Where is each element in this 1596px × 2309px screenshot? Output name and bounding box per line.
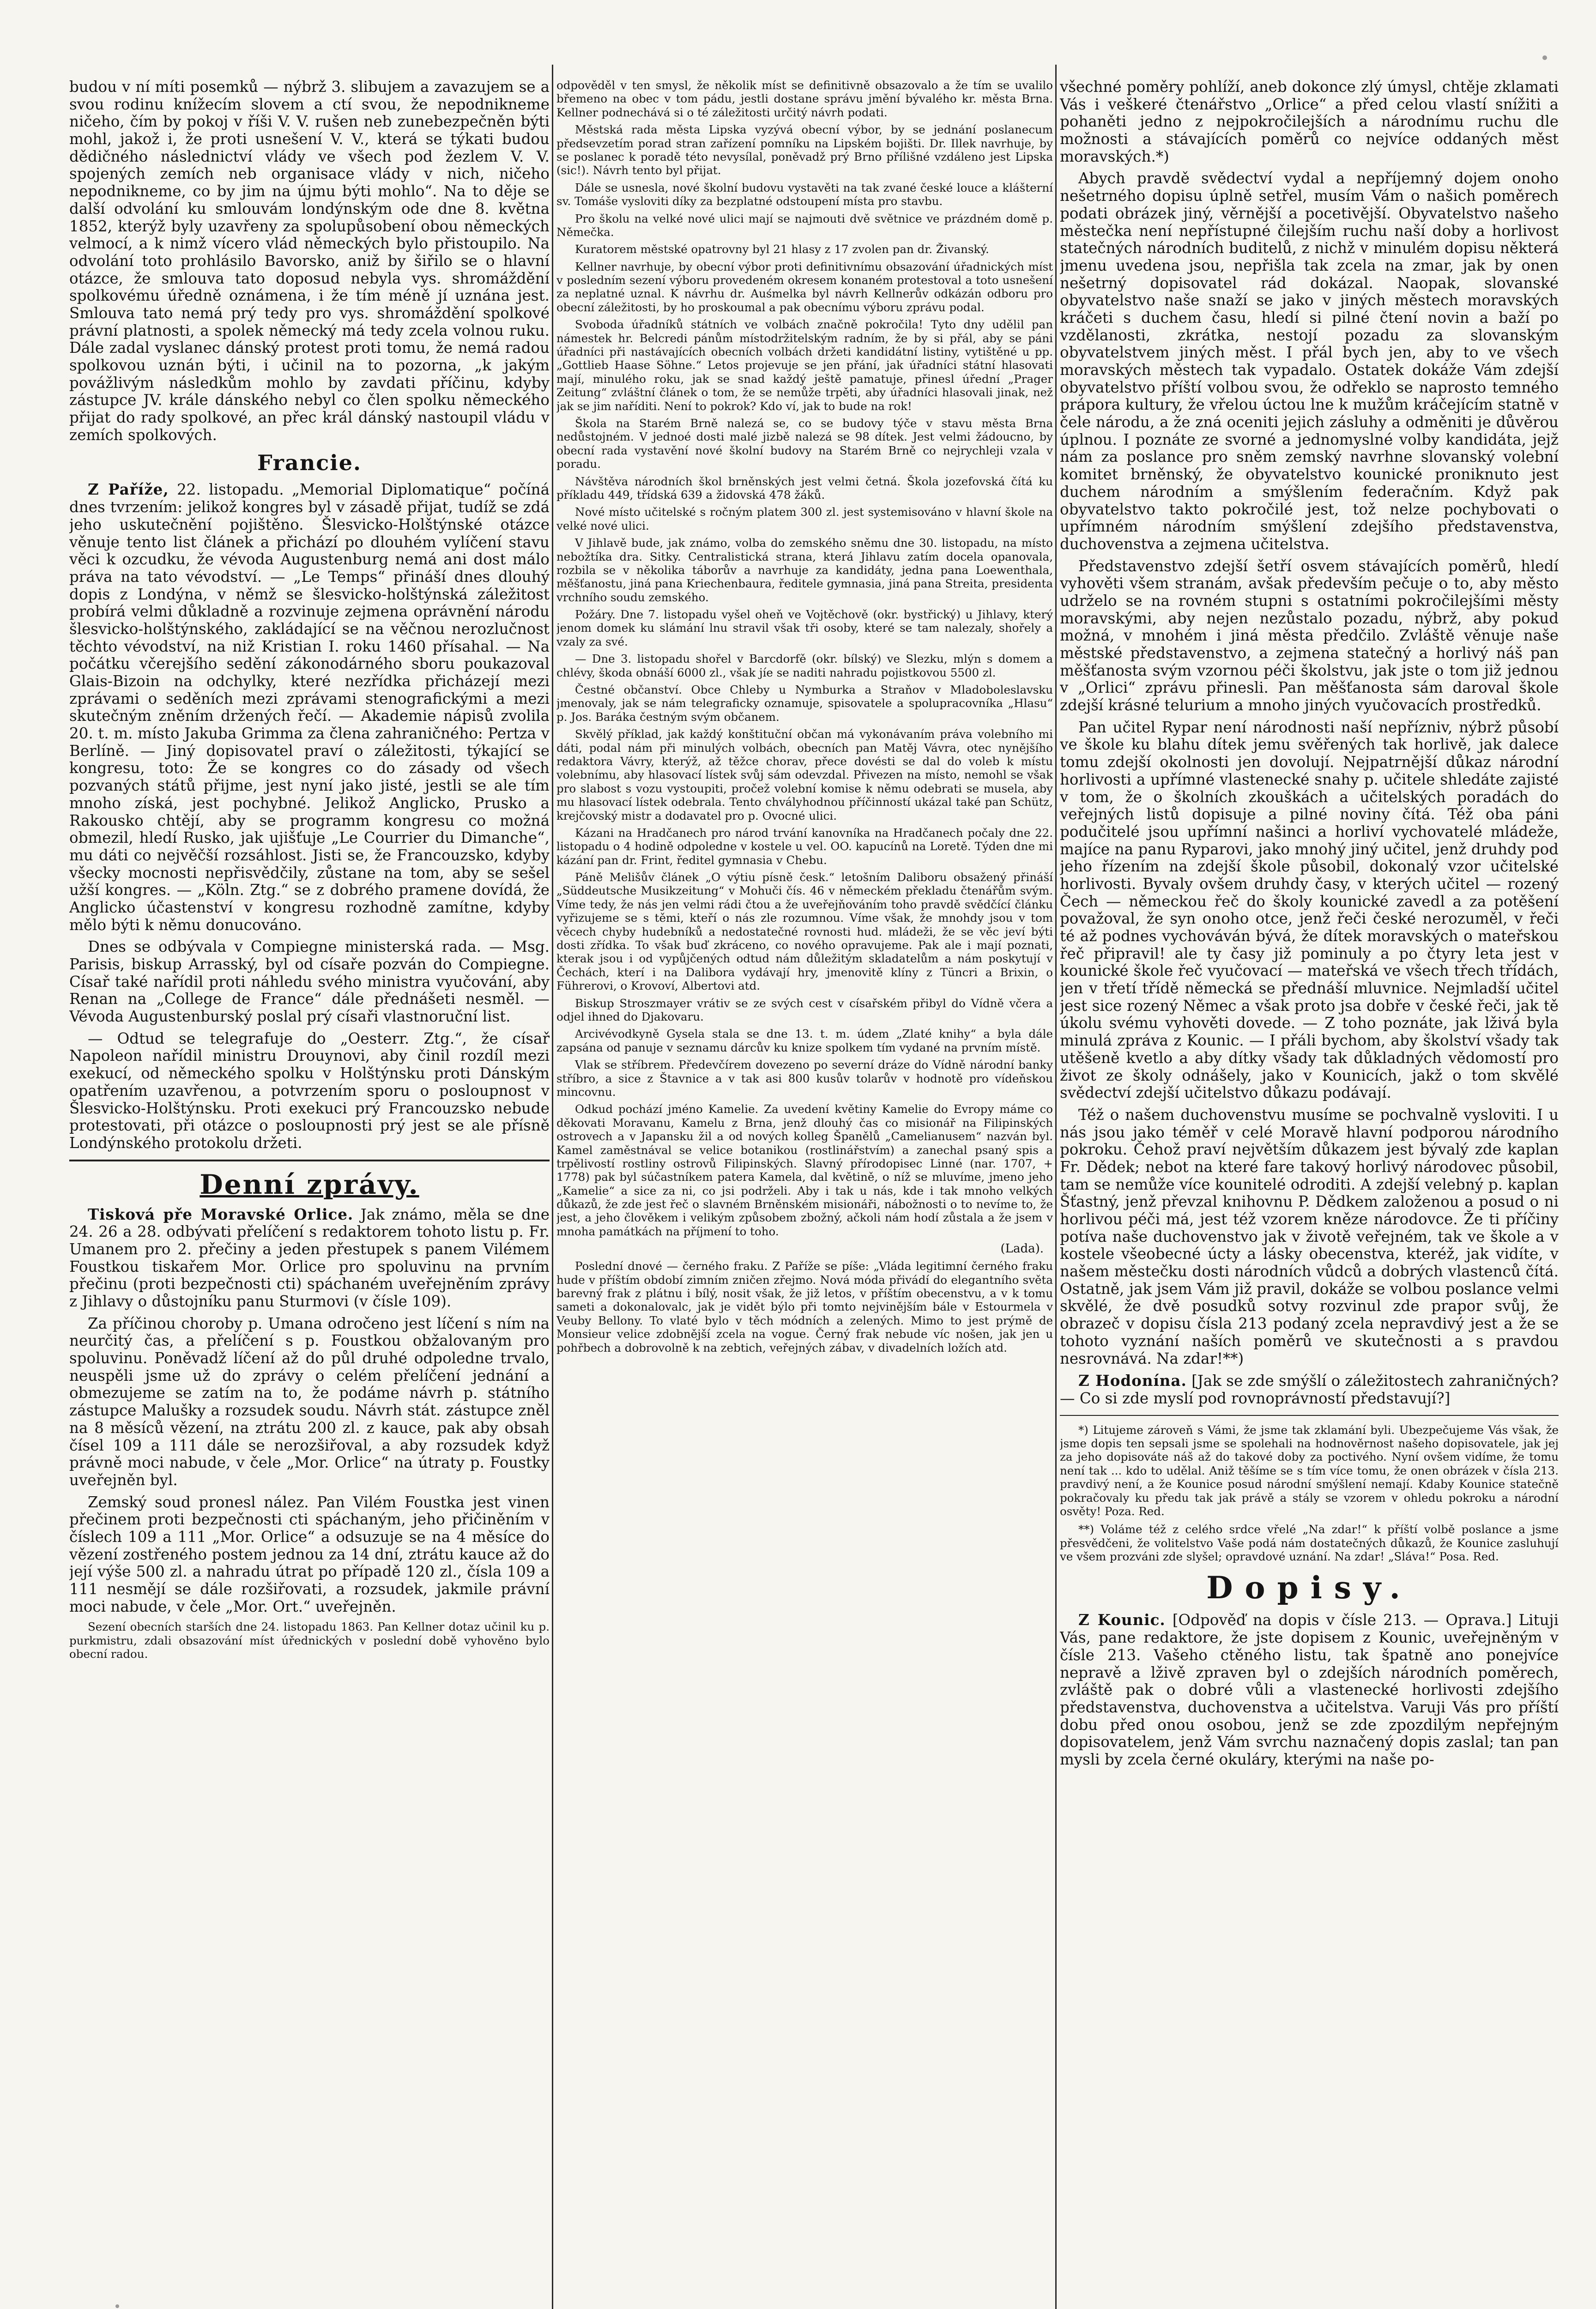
section-heading-daily-news: Denní zprávy. [200, 1168, 419, 1200]
paragraph-text: Jak známo, měla se dne 24. 26 a 28. odbývati přelíčení s redaktorem tohoto listu p. Fr. Umanem pro 2. přečiny a jeden přestupek s panem Vilémem Foustkou tiskařem Mor. Orlice pro spoluvinu na prvním přečinu (proti bezpečnosti cti) spáchaném uveřejněním zprávy z Jihlavy o důstojníku panu Sturmovi (v čísle 109). [69, 1205, 550, 1310]
article-paragraph: odpověděl v ten smysl, že několik míst se definitivně obsazovalo a že tím se uvalilo břemeno na obec v tom pádu, jestli dostane správu jmění bývalého kr. města Brna. Kellner podnechává si o té záležitosti určitý návrh podati. [556, 79, 1053, 119]
paragraph-lead: Tisková pře Moravské Orlice. [88, 1205, 354, 1223]
footnote: *) Litujeme zároveň s Vámi, že jsme tak zklamání byli. Ubezpečujeme Vás však, že jsme dopis ten sepsali jsme se spolehali na hodnověrnost našeho dopisovatele, jak jej za jeho dopisováte náš až do takové doby za poctivého. Nyní ovšem vidíme, že tomu není tak ... kdo to udělal. Aniž těšíme se s tím více tomu, že onen obrázek v čísla 213. pravdivý není, a že Kounice posud národní smýšlení nemají. Kdaby Kounice statečně pokračovaly ku předu tak jak právě a stály se vzorem v ohledu pokroku a národní osvěty! Poza. Red. [1060, 1423, 1559, 1518]
article-paragraph: Nové místo učitelské s ročným platem 300 zl. jest systemisováno v hlavní škole na velké nové ulici. [556, 505, 1053, 532]
section-rule [69, 1160, 550, 1161]
article-paragraph: Požáry. Dne 7. listopadu vyšel oheň ve Vojtěchově (okr. bystřický) u Jihlavy, který jenom domek ku slámání lnu stravil však tři osoby, které se tam nalezaly, shořely a vzaly za své. [556, 608, 1053, 648]
article-paragraph: Abych pravdě svědectví vydal a nepříjemný dojem onoho nešetrného dopisu úplně setřel, musím Vám o našich poměrech podati obrázek jiný, věrnější a pocetivější. Obyvatelstvo našeho městečka není nepřístupné čilejším ruchu naší doby a horlivost statečných národních buditelů, z nichž v minulém dopisu některá jmenu uvedena jsou, nepřišla tak zcela na zmar, jak by onen nešetrný dopisovatel rád dokázal. Naopak, slovanské obyvatelstvo naše snaží se jako v jiných městech moravských kráčeti s duchem času, hledí si pilné čtení novin a baží po vzdělanosti, zkrátka, nestojí pozadu za slovanským obyvatelstvem jiných měst. I přál bych jen, aby to ve všech moravských městech tak vypadalo. Ostatek dokáže Vám zdejší obyvatelstvo příští volbou svou, že odřeklo se naprosto temného prápora kultury, že vřelou úctou lne k mužům kráčejícím statně v čele národu, a že zná oceniti jejich zásluhy a odměniti je důvěrou úplnou. I poznáte ze svorné a jednomyslné volby kandidáta, jejž nám za poslance pro sněm zemský navrhne slovanský volební komitet brněnský, že obyvatelstvo kounické proniknuto jest duchem národním a smýšlením federačním. Když pak obyvatelstvo takto pokročilé jest, tož nelze pochybovati o upřímném národním smýšlení zdejšího představenstva, duchovenstva a zejmena učitelstva. [1060, 169, 1559, 553]
article-paragraph: Pan učitel Rypar není národnosti naší nepřízniv, nýbrž působí ve škole ku blahu dítek jemu svěřených tak horlivě, jak dalece tomu zdejší okolnosti jen dovolují. Nejpatrnější důkaz národní horlivosti a upřímné vlastenecké snahy p. učitele shledáte zajisté v tom, že o školních zkouškách a učitelských poradách do veřejných listů dopisuje a pilné noviny čítá. Též oba páni podučitelé jsou upřímní našinci a horliví vychovatelé mládeže, majíce na panu Ryparovi, jako mnohý jiný učitel, jenž druhdy pod jeho řízením na zdejší škole působil, dokonalý vzor učitelské horlivosti. Byvaly ovšem druhdy časy, v kterých učitel — rozený Čech — německou řeč do školy kounické zavedl a za potěšení považoval, že syn onoho otce, jenž řeči české nerozuměl, v řeči té až podnes vychováván bývá, že dítek moravských o mateřskou řeč připravil! ale ty časy již pominuly a po čtyry leta jest v kounické škole řeč vyučovací — mateřská ve všech třech třídách, jen v třetí třídě německá se přednáší mluvnice. Nejmladší učitel jest sice rozený Němec a však proto jsa dobře v české řeči, jak tě úkolu svému vyhověti dovede. — Z toho poznáte, jak lživá byla minulá zpráva z Kounic. — I přáli bychom, aby školství všady tak utěšeně kvetlo a aby dítky všady tak důkladných vědomostí pro život ze školy odnášely, jako v Kounicích, jakž o tom skvělé svědectví zdejší učitelstvo důkazu podávají. [1060, 718, 1559, 1102]
article-paragraph: Za příčinou choroby p. Umana odročeno jest líčení s ním na neurčitý čas, a přelíčení s p. Foustkou obžalovaným pro spoluvinu. Poněvadž líčení až do půl druhé odpoledne trvalo, neuspěli jsme už do zprávy o celém přelíčení jednání a obmezujeme se zatím na to, že podáme návrh p. státního zástupce Malušky a rozsudek soudu. Návrh stát. zástupce zněl na 8 měsíců vězení, na ztrátu 200 zl. z kauce, pak aby obsah čísel 109 a 111 dále se nerozšiřoval, a aby rozsudek když právně moci nabude, v čele „Mor. Orlice“ na útraty p. Foustky uveřejněn byl. [69, 1314, 550, 1489]
column-divider [552, 65, 553, 2309]
author-signature: (Lada). [1000, 1242, 1044, 1256]
section-heading-france: Francie. [257, 450, 362, 476]
article-paragraph: Zemský soud pronesl nález. Pan Vilém Foustka jest vinen přečinem proti bezpečnosti cti spáchaným, jeho přičiněním v číslech 109 a 111 „Mor. Orlice“ a odsuzuje se na 4 měsíce do vězení zostřeného postem jednou za 14 dní, ztrátu kauce až do její výše 500 zl. a nahradu útrat po případě 120 zl., čísla 109 a 111 nesmějí se dále rozšiřovati, a rozsudek, jakmile právní moci nabude, v čele „Mor. Ort.“ uveřejněn. [69, 1493, 550, 1615]
footnote-rule [1060, 1415, 1559, 1416]
paragraph-text: 22. listopadu. „Memorial Diplomatique“ počíná dnes tvrzením: jelikož kongres byl v zásadě přijat, tudíž se zdá jeho uskutečnění pojištěno. Šlesvicko-Holštýnské otázce věnuje tento list článek a přichází po dlouhém vylíčení stavu věci k ozcudku, že vévoda Augustenburg nemá ani dost málo práva na tato vévodství. — „Le Temps“ přináší dnes dlouhý dopis z Londýna, v němž se šlesvicko-holštýnská záležitost probírá velmi důkladně a rozvinuje zejmena oprávnění národu šlesvicko-holštýnského, zakládající se na věčnou nerozlučnost těchto vévodství, na niž Kristian I. roku 1460 přísahal. — Na počátku včerejšího sedění zákonodárného sboru poukazoval Glais-Bizoin na odchylky, které nezřídka přicházejí mezi zprávami o seděních mezi zprávami stenografickými a mezi skutečným zněním držených řečí. — Akademie nápisů zvolila 20. t. m. místo Jakuba Grimma za člena zahraničného: Pertza v Berlíně. — Jiný dopisovatel praví o záležitosti, týkající se kongresu, toto: Že se kongres co do zásady od všech pozvaných států přijme, jest nyní jako jisté, jestli se ale tím mnoho získá, jest pochybné. Jelikož Anglicko, Prusko a Rakousko chtějí, aby se programm kongresu co možná obmezil, hledí Rusko, jak ujišťuje „Le Courrier du Dimanche“, mu dáti co nejvěčší rozsáhlost. Jisti se, že Francouzsko, kdyby všecky mocnosti nepřisvědčily, zůstane na tom, aby se sešel užší kongres. — „Köln. Ztg.“ se z dobrého pramene dovídá, že Anglicko účastenství v kongresu rozhodně zamítne, kdyby mělo býti k němu donucováno. [69, 481, 550, 934]
article-paragraph: Páně Melišův článek „O výtiu písně česk.“ letošním Daliboru obsažený přináší „Süddeutsche Musikzeitung“ v Mohuči čís. 46 v německém překladu čtenářům svým. Víme tedy, že nás jen velmi rádi čtou a že uveřejňováním toho pravdě svědčící článku vyřizujeme se s těmi, kteří o nás zle rozumnou. Víme však, že mnohdy jsou v tom věcech chyby hudebníků a nedostatečné rovnosti hud. mládeži, že se věc jeví býti dosti zřídka. To však buď zkráceno, co nového opravujeme. Pak ale i mají poznati, kterak jsou i od vypůjčených odtud nám důležitým skladatelům a nám poskytují v Čechách, kterí i na Dalibora vydávají hry, jmenovitě klíny z Tüncri a Brixin, o Führerovi, o Krovoví, Albertovi atd. [556, 870, 1053, 993]
article-paragraph: Pro školu na velké nové ulici mají se najmouti dvě světnice ve prázdném domě p. Němečka. [556, 212, 1053, 239]
dateline: Z Hodonína. [1078, 1372, 1187, 1390]
article-paragraph: Kázani na Hradčanech pro národ trvání kanovníka na Hradčanech počaly dne 22. listopadu o 4 hodině odpoledne v kostele u vel. OO. kapucínů na Loretě. Týden dne mi kázání pan dr. Frint, ředitel gymnasia v Chebu. [556, 826, 1053, 867]
article-paragraph: všechné poměry pohlíží, aneb dokonce zlý úmysl, chtěje zklamati Vás i veškeré čtenářstvo „Orlice“ a před celou vlastí snížiti a pohaněti jedno z nejpokročilejších a národnímu ruchu dle možnosti a stávajících poměrů co nejvíce oddaných měst moravských.*) [1060, 79, 1559, 165]
article-paragraph: Dnes se odbývala v Compiegne ministerská rada. — Msg. Parisis, biskup Arrasský, byl od císaře pozván do Compiegne. Císař také nařídil proti náhledu svého ministra vyučování, aby Renan na „College de France“ dále přednášeti nesměl. — Vévoda Augustenburský poslal prý císaři vlastnoruční list. [69, 938, 550, 1026]
article-paragraph: Kellner navrhuje, by obecní výbor proti definitivnímu obsazování úřadnických míst v posledním sezení výboru provedeném okresem konaném protestoval a toto usnešení za neplatné uznal. K návrhu dr. Auśmelka byl návrh Kellnerův odkázán odboru pro obecní záležitosti, by ho proskoumal a pak obecnímu výboru zprávu podal. [556, 260, 1053, 314]
article-paragraph: Odkud pochází jméno Kamelie. Za uvedení květiny Kamelie do Evropy máme co děkovati Moravanu, Kamelu z Brna, jenž dlouhý čas co misionář na Filipinských ostrovech a v Japansku žil a od nových kolleg Španělů „Camelianusem“ nazván byl. Kamel zaměstnával se velice botanikou (rostlinářstvím) a zanechal psaný spis a trpělivostí rostliny ostrovů Filipinských. Slavný přírodopisec Linné (nar. 1707, + 1778) pak byl súčastníkem patera Kamela, dal květině, o níž se mluvíme, jmeno jeho „Kamelie“ a sice za ni, co jsi podrželi. Aby i tak u nás, kde i tak mnoho velkých důkazů, že zde jest řeč o slavném Brněnském misionáři, nábožnosti o to nevíme to, že jest, a jeho člověkem i velikým způsobem zbožný, ačkoli nám hodí zůstala a že jsem v mnoha památkách na příjmení to toho. [556, 1102, 1053, 1238]
article-paragraph [1060, 1372, 1559, 1407]
article-paragraph: Sezení obecních starších dne 24. listopadu 1863. Pan Kellner dotaz učinil ku p. purkmistru, zdali obsazování míst úřednických v poslední době vyhověno bylo obecní radou. [69, 1620, 550, 1661]
dateline: Z Paříže, [88, 480, 169, 499]
article-paragraph: Vlak se stříbrem. Předevčírem dovezeno po severní dráze do Vídně národní banky stříbro, a sice z Štavnice a v tak asi 800 kusův tolarův v hodnotě pro vídeňskou mincovnu. [556, 1058, 1053, 1099]
article-paragraph: Škola na Starém Brně nalezá se, co se budovy týče v stavu města Brna nedůstojném. V jednoé dosti malé jizbě nalezá se 98 dítek. Jest velmi žádoucno, by obecní rada vystavění nové školní budovy na Starém Brně co nejrychleji vzala v poradu. [556, 416, 1053, 471]
article-paragraph: Též o našem duchovenstvu musíme se pochvalně vysloviti. I u nás jsou jako téměř v celé Moravě hlavní podporou národního pokroku. Čehož praví největším důkazem jest bývalý zde kaplan Fr. Dědek; nebot na které fare takový horlivý národovec působil, tam se nemůže více kounitelé odroditi. A zdejší velebný p. kaplan Šťastný, jenž převzal knihovnu P. Dědkem založenou a posud o ni horlivou péči má, jest též vzorem kněze národovce. Že ti příčiny potíva naše duchovenstvo jak v životě veřejném, tak ve škole a v kostele všeobecné úcty a lásky obecenstva, kteréž, jak vidíte, v našem městečku dosti národních vůdců a dobrých vlastenců čítá. Ostatně, jak jsem Vám již pravil, dokáže se volbou poslance velmi skvělé, že dvě posudků sotvy rozvinul zde prapor svůj, že obrazeč v dopisu čísla 213 podaný zcela nepravdivý jest a že se tohoto vyznání naších poměrů ve skutečnosti a s pravdou nesrovnává. Na zdar!**) [1060, 1106, 1559, 1367]
paper-speck [1542, 55, 1547, 60]
dateline: Z Kounic. [1078, 1611, 1166, 1629]
column-right [1060, 79, 1559, 2309]
article-paragraph: — Dne 3. listopadu shořel v Barcdorfě (okr. bílský) ve Slezku, mlýn s domem a chlévy, škoda obnáší 6000 zl., však jíe se naditi nahradu pojistkovou 5500 zl. [556, 652, 1053, 679]
article-paragraph: Představenstvo zdejší šetří osvem stávajících poměrů, hledí vyhověti všem stranám, avšak především pečuje o to, aby město udrželo se na rovném stupni s ostatními pokročilejšími městy moravskými, aby nejen nezůstalo pozadu, nýbrž, aby pokud možná, v mnohém i jiná města předčilo. Zvláště věnuje naše městské představenstvo, a zejmena statečný a horlivý náš pan měšťanosta svým vzornou péči školstvu, jak jste o tom již jednou v „Orlici“ zprávu přinesli. Pan měšťanosta sám daroval škole zdejší krásné telurium a mnoho jiných vyučovacích prostředků. [1060, 557, 1559, 714]
article-paragraph [69, 481, 550, 934]
column-divider [1055, 65, 1057, 2309]
article-paragraph: — Odtud se telegrafuje do „Oesterr. Ztg.“, že císař Napoleon nařídil ministru Drouynovi, aby činil rozdíl mezi exekucí, od německého spolku v Holštýnsku proti Dánským opatřením uzavřenou, a potvrzením sporu o posloupnost v Šlesvicko-Holštýnsku. Proti exekuci prý Francouzsko nebude protestovati, při otázce o posloupnosti prý jest se ale přísně Londýnského protokolu držeti. [69, 1029, 550, 1152]
article-paragraph: Čestné občanství. Obce Chleby u Nymburka a Straňov v Mladoboleslavsku jmenovaly, jak se nám telegraficky oznamuje, spisovatele a spolupracovníka „Hlasu“ p. Jos. Baráka čestným svým občanem. [556, 683, 1053, 724]
article-paragraph: Poslední dnové — černého fraku. Z Paříže se píše: „Vláda legitimní černého fraku hude v příštím období zimním zničen zřejmo. Nová móda přivádí do elegantního světa barevný frak z plátnu i bílý, nosit však, že již letos, v příštím obecenstvu, a v k tomu sameti a dokonalovalc, jak je vidět býlo při tomto nejvinějším bále v Estourmela v Veuby Bellony. To vlaté bylo v těch módních a zelených. Mimo to jest prýmě de Monsieur velice zdobnější zcela na vogue. Černý frak nebude víc nošen, jak jen u pohřbech a dobrovolně k na zebtich, veřejných zábav, v divadelních ložích atd. [556, 1259, 1053, 1354]
article-paragraph [69, 1206, 550, 1311]
article-paragraph: Biskup Stroszmayer vrátiv se ze svých cest v císařském přibyl do Vídně včera a odjel ihned do Djakovaru. [556, 996, 1053, 1023]
article-paragraph: Svoboda úřadníků státních ve volbách značně pokročila! Tyto dny udělil pan námestek hr. Belcredi pánům místodržitelským radním, že by si přál, aby se páni úřadníci při nastávajících obecních volbách držeti kandidátní listiny, vytištěné u pp. „Gottlieb Haase Söhne.“ Letos projevuje se jen přání, jak úřadníci státní hlasovati mají, minulého roku, jak se snad každý ještě pamatuje, přinesl úřední „Prager Zeitung“ zvláštní článek o tom, že se nemůže trpěti, aby úřadníci hlasovali jinak, než jak se jim naříditi. Není to pokrok? Kdo ví, jak to bude na rok! [556, 318, 1053, 413]
article-paragraph: V Jihlavě bude, jak známo, volba do zemského sněmu dne 30. listopadu, na místo nebožtíka dra. Sitky. Centralistická strana, která Jihlavu zatím docela opanovala, rozbila se v několika táborův a navrhuje za kandidáty, jedna pana Loewenthala, měšťanostu, jiná pana Kriechenbaura, ředitele gymnasia, jiná pana Streita, presidenta vrchního soudu zemského. [556, 536, 1053, 604]
paragraph-text: [Jak se zde smýšlí o záležitostech zahraničných? — Co si zde myslí pod rovnoprávností představují?] [1060, 1372, 1559, 1407]
section-heading-letters: Dopisy. [1206, 1570, 1412, 1606]
article-paragraph: Kuratorem městské opatrovny byl 21 hlasy z 17 zvolen pan dr. Živanský. [575, 242, 989, 256]
article-paragraph: Skvělý příklad, jak každý konštituční občan má vykonávaním práva volebního mi dáti, podal nám při minulých volbách, obecních pan Matěj Vávra, otec nynějšího redaktora Vávry, kterýž, až těžce chorav, přece dovésti se dal do voleb k místu volebnímu, aby hlasovací lístek svůj sám odevzdal. Přivezen na místo, nemohl se však pro slabost s vozu vystoupiti, pročež volební komise k němu odebrati se musela, aby mu hlasovací lístek odebrala. Tento chvályhodnou příčinností ukázal také pan Schütz, krejčovský mistr a dodavatel pro p. Ovocné ulici. [556, 727, 1053, 822]
paragraph-text: [Odpověď na dopis v čísle 213. — Oprava.] Lituji Vás, pane redaktore, že jste dopisem z Kounic, uveřejněným v čísle 213. Vašeho ctěného listu, tak špatně ano ponejvíce nepravě a lživě zpraven byl o zdejších národních poměrech, zvláště pak o dobré vůli a vlastenecké horlivosti zdejšího představenstva, duchovenstva a učitelstva. Varuji Vás pro příští dobu před onou osobou, jenž se zde zpozdilým nepřejným dopisovatelem, jenž Vám svrchu naznačený dopis zaslal; tan pan mysli by zcela černé okuláry, kterými na naše po- [1060, 1611, 1559, 1768]
footnote: **) Voláme též z celého srdce vřelé „Na zdar!“ k příští volbě poslance a jsme přesvědčeni, že volitelstvo Vaše podá nám dostatečných důkazů, že Kounice zasluhují ve všem prozváni zde slyšel; opravdové uznání. Na zdar! „Sláva!“ Posa. Red. [1060, 1523, 1559, 1564]
article-paragraph: Městská rada města Lipska vyzývá obecní výbor, by se jednání poslanecum předsevzetím porad stran zařízení pomníku na Lipském bojišti. Dr. Illek navrhuje, by se poslanec k poradě této nevysílal, poněvadž prý Brno přílišné vzdáleno jest Lipska (sic!). Návrh tento byl přijat. [556, 123, 1053, 177]
article-paragraph: Dále se usnesla, nové školní budovu vystavěti na tak zvané české louce a klášterní sv. Tomáše vysloviti díky za bezplatné odstoupení místa pro stavbu. [556, 181, 1053, 208]
article-paragraph: Arcivévodkyně Gysela stala se dne 13. t. m. údem „Zlaté knihy“ a byla dále zapsána od panuje v seznamu dárcův ku knize spolkem tím vydané na prvním místě. [556, 1027, 1053, 1054]
column-left [69, 79, 550, 2309]
article-paragraph: budou v ní míti posemků — nýbrž 3. slibujem a zavazujem se a svou rodinu knížecím slovem a ctí svou, že nepodnikneme ničeho, čím by pokoj v říši V. V. rušen neb zunebezpečněn býti mohl, jakož i, že proti usnešení V. V., která se týkati budou dědičného následnictví vlády ve všech pod žezlem V. V. spojených zemích neb organisace vlády v nich, ničeho nepodnikneme, co by jim na újmu býti mohlo“. Na to děje se další odvolání ku smlouvám londýnským ode dne 8. května 1852, kterýž byly uzavřeny za spolupůsobení obou německých velmocí, a k nimž vícero vlád německých bylo přistoupilo. Na odvolání toto prohlásilo Bavorsko, aniž by šiřilo se o hlavní otázce, že smlouva tato doposud nebyla vys. shromáždění spolkovému úředně oznámena, i že tím méně jí uznána jest. Smlouva tato nemá prý tedy pro vys. shromáždění spolkové právní platnosti, a spolek německý má tedy zcela volnou ruku. Dále zadal vyslanec dánský protest proti tomu, že nemá radou spolkovou uznán býti, i učinil na to pozorna, „k jakým povážlivým následkům mohlo by zavdati příčinu, kdyby zástupce JV. krále dánského nebyl co člen spolku německého přijat do rady spolkové, an přec král dánský nastoupil vládu v zemích spolkových. [69, 79, 550, 444]
article-paragraph: Návštěva národních škol brněnských jest velmi četná. Škola jozefovská čítá ku příkladu 449, třídská 639 a židovská 478 žáků. [556, 474, 1053, 502]
column-middle [556, 79, 1053, 2309]
article-paragraph [1060, 1611, 1559, 1768]
paper-speck [115, 2304, 119, 2308]
